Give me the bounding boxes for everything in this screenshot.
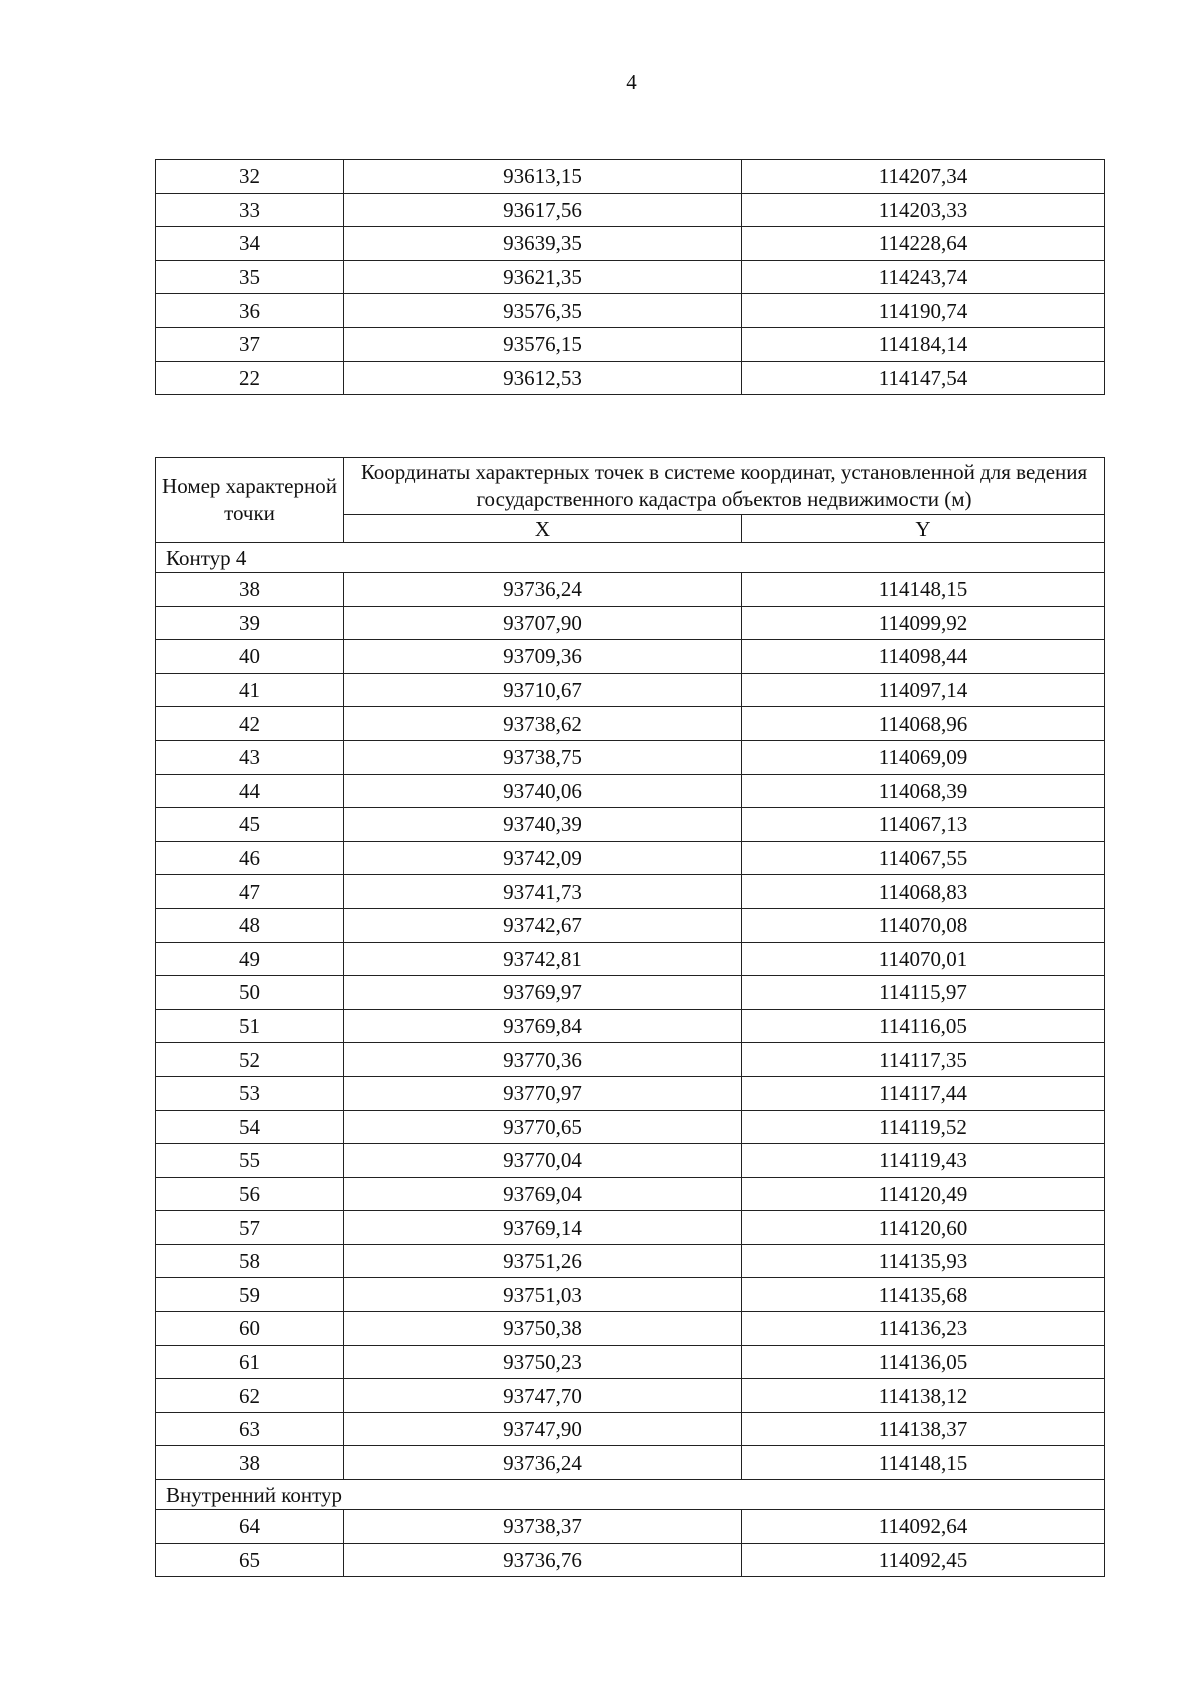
table-row xyxy=(156,193,1105,227)
x-coordinate-cell: 93769,14 xyxy=(344,1211,742,1245)
x-coordinate-cell: 93742,67 xyxy=(344,908,742,942)
y-coordinate-cell: 114135,93 xyxy=(742,1244,1105,1278)
y-coordinate-cell: 114243,74 xyxy=(742,260,1105,294)
x-coordinate-cell: 93770,04 xyxy=(344,1144,742,1178)
table-row xyxy=(156,673,1105,707)
point-number-cell: 52 xyxy=(156,1043,344,1077)
point-number-cell: 41 xyxy=(156,673,344,707)
x-coordinate-cell: 93738,62 xyxy=(344,707,742,741)
y-coordinate-cell: 114098,44 xyxy=(742,640,1105,674)
point-number-cell: 61 xyxy=(156,1345,344,1379)
point-number-cell: 56 xyxy=(156,1177,344,1211)
table-row xyxy=(156,942,1105,976)
x-coordinate-cell: 93738,75 xyxy=(344,740,742,774)
x-coordinate-cell: 93747,70 xyxy=(344,1379,742,1413)
x-coordinate-cell: 93576,15 xyxy=(344,327,742,361)
y-coordinate-cell: 114190,74 xyxy=(742,294,1105,328)
x-coordinate-cell: 93740,06 xyxy=(344,774,742,808)
x-coordinate-cell: 93738,37 xyxy=(344,1510,742,1544)
y-coordinate-cell: 114148,15 xyxy=(742,573,1105,607)
table-row xyxy=(156,160,1105,194)
y-coordinate-cell: 114092,64 xyxy=(742,1510,1105,1544)
y-column-header: Y xyxy=(742,515,1105,543)
x-coordinate-cell: 93769,84 xyxy=(344,1009,742,1043)
point-number-cell: 60 xyxy=(156,1312,344,1346)
y-coordinate-cell: 114117,35 xyxy=(742,1043,1105,1077)
table-row xyxy=(156,1076,1105,1110)
table-row xyxy=(156,1211,1105,1245)
table-row xyxy=(156,707,1105,741)
point-number-cell: 44 xyxy=(156,774,344,808)
point-number-cell: 55 xyxy=(156,1144,344,1178)
table-row xyxy=(156,740,1105,774)
y-coordinate-cell: 114135,68 xyxy=(742,1278,1105,1312)
y-coordinate-cell: 114203,33 xyxy=(742,193,1105,227)
table-row xyxy=(156,573,1105,607)
point-number-cell: 47 xyxy=(156,875,344,909)
point-number-cell: 43 xyxy=(156,740,344,774)
table-row xyxy=(156,908,1105,942)
x-coordinate-cell: 93770,36 xyxy=(344,1043,742,1077)
x-coordinate-cell: 93747,90 xyxy=(344,1412,742,1446)
point-number-cell: 64 xyxy=(156,1510,344,1544)
x-coordinate-cell: 93742,09 xyxy=(344,841,742,875)
y-coordinate-cell: 114136,05 xyxy=(742,1345,1105,1379)
x-coordinate-cell: 93750,38 xyxy=(344,1312,742,1346)
table-row xyxy=(156,875,1105,909)
x-coordinate-cell: 93751,03 xyxy=(344,1278,742,1312)
section-title: Внутренний контур xyxy=(156,1480,1105,1510)
y-coordinate-cell: 114136,23 xyxy=(742,1312,1105,1346)
table-row xyxy=(156,1412,1105,1446)
x-coordinate-cell: 93707,90 xyxy=(344,606,742,640)
x-coordinate-cell: 93736,24 xyxy=(344,573,742,607)
table-row xyxy=(156,640,1105,674)
table-row xyxy=(156,227,1105,261)
page-number: 4 xyxy=(626,70,637,94)
x-coordinate-cell: 93576,35 xyxy=(344,294,742,328)
y-coordinate-cell: 114070,08 xyxy=(742,908,1105,942)
table-row xyxy=(156,1510,1105,1544)
table-row xyxy=(156,1244,1105,1278)
x-coordinate-cell: 93613,15 xyxy=(344,160,742,194)
table-row xyxy=(156,361,1105,395)
point-number-cell: 63 xyxy=(156,1412,344,1446)
point-number-cell: 39 xyxy=(156,606,344,640)
point-number-cell: 38 xyxy=(156,1446,344,1480)
table-row xyxy=(156,606,1105,640)
y-coordinate-cell: 114120,49 xyxy=(742,1177,1105,1211)
table2-header xyxy=(156,458,1105,543)
point-number-cell: 51 xyxy=(156,1009,344,1043)
point-number-cell: 62 xyxy=(156,1379,344,1413)
point-number-cell: 49 xyxy=(156,942,344,976)
table-row xyxy=(156,1379,1105,1413)
y-coordinate-cell: 114069,09 xyxy=(742,740,1105,774)
point-number-cell: 40 xyxy=(156,640,344,674)
table-row xyxy=(156,1144,1105,1178)
x-coordinate-cell: 93741,73 xyxy=(344,875,742,909)
x-coordinate-cell: 93769,97 xyxy=(344,976,742,1010)
point-number-cell: 36 xyxy=(156,294,344,328)
table-row xyxy=(156,1177,1105,1211)
y-coordinate-cell: 114068,39 xyxy=(742,774,1105,808)
point-number-cell: 45 xyxy=(156,808,344,842)
point-number-cell: 57 xyxy=(156,1211,344,1245)
table-row xyxy=(156,1110,1105,1144)
y-coordinate-cell: 114097,14 xyxy=(742,673,1105,707)
point-number-header: Номер характерной точки xyxy=(156,458,344,543)
point-number-cell: 33 xyxy=(156,193,344,227)
table-row xyxy=(156,808,1105,842)
x-coordinate-cell: 93710,67 xyxy=(344,673,742,707)
x-column-header: X xyxy=(344,515,742,543)
table-row xyxy=(156,1278,1105,1312)
x-coordinate-cell: 93770,97 xyxy=(344,1076,742,1110)
table-row xyxy=(156,774,1105,808)
y-coordinate-cell: 114120,60 xyxy=(742,1211,1105,1245)
point-number-cell: 34 xyxy=(156,227,344,261)
y-coordinate-cell: 114115,97 xyxy=(742,976,1105,1010)
table-row xyxy=(156,327,1105,361)
y-coordinate-cell: 114117,44 xyxy=(742,1076,1105,1110)
table2-body xyxy=(156,543,1105,1577)
point-number-cell: 58 xyxy=(156,1244,344,1278)
y-coordinate-cell: 114067,13 xyxy=(742,808,1105,842)
y-coordinate-cell: 114116,05 xyxy=(742,1009,1105,1043)
y-coordinate-cell: 114138,12 xyxy=(742,1379,1105,1413)
point-number-cell: 46 xyxy=(156,841,344,875)
table-row xyxy=(156,1312,1105,1346)
x-coordinate-cell: 93750,23 xyxy=(344,1345,742,1379)
table-row xyxy=(156,1345,1105,1379)
y-coordinate-cell: 114068,96 xyxy=(742,707,1105,741)
y-coordinate-cell: 114067,55 xyxy=(742,841,1105,875)
table-row xyxy=(156,841,1105,875)
point-number-cell: 50 xyxy=(156,976,344,1010)
y-coordinate-cell: 114228,64 xyxy=(742,227,1105,261)
x-coordinate-cell: 93736,76 xyxy=(344,1543,742,1577)
coordinates-table-continued xyxy=(155,159,1105,395)
y-coordinate-cell: 114148,15 xyxy=(742,1446,1105,1480)
x-coordinate-cell: 93612,53 xyxy=(344,361,742,395)
point-number-cell: 54 xyxy=(156,1110,344,1144)
table-row xyxy=(156,1446,1105,1480)
coordinates-header: Координаты характерных точек в системе координат, установленной для ведения государственного кадастра объектов недвижимости (м) xyxy=(344,458,1105,515)
y-coordinate-cell: 114119,52 xyxy=(742,1110,1105,1144)
coordinates-table-contour-4 xyxy=(155,457,1105,1577)
x-coordinate-cell: 93740,39 xyxy=(344,808,742,842)
table-row xyxy=(156,260,1105,294)
table-row xyxy=(156,1043,1105,1077)
point-number-cell: 32 xyxy=(156,160,344,194)
point-number-cell: 35 xyxy=(156,260,344,294)
y-coordinate-cell: 114092,45 xyxy=(742,1543,1105,1577)
x-coordinate-cell: 93639,35 xyxy=(344,227,742,261)
point-number-cell: 22 xyxy=(156,361,344,395)
x-coordinate-cell: 93769,04 xyxy=(344,1177,742,1211)
x-coordinate-cell: 93617,56 xyxy=(344,193,742,227)
x-coordinate-cell: 93742,81 xyxy=(344,942,742,976)
section-row-inner-contour xyxy=(156,1480,1105,1510)
section-title: Контур 4 xyxy=(156,543,1105,573)
y-coordinate-cell: 114119,43 xyxy=(742,1144,1105,1178)
section-row-contour-4 xyxy=(156,543,1105,573)
y-coordinate-cell: 114099,92 xyxy=(742,606,1105,640)
table-row xyxy=(156,1543,1105,1577)
x-coordinate-cell: 93709,36 xyxy=(344,640,742,674)
point-number-cell: 38 xyxy=(156,573,344,607)
y-coordinate-cell: 114138,37 xyxy=(742,1412,1105,1446)
y-coordinate-cell: 114070,01 xyxy=(742,942,1105,976)
table-row xyxy=(156,294,1105,328)
point-number-cell: 53 xyxy=(156,1076,344,1110)
point-number-cell: 59 xyxy=(156,1278,344,1312)
x-coordinate-cell: 93736,24 xyxy=(344,1446,742,1480)
x-coordinate-cell: 93621,35 xyxy=(344,260,742,294)
table-row xyxy=(156,976,1105,1010)
table1-body xyxy=(156,160,1105,395)
x-coordinate-cell: 93770,65 xyxy=(344,1110,742,1144)
y-coordinate-cell: 114184,14 xyxy=(742,327,1105,361)
x-coordinate-cell: 93751,26 xyxy=(344,1244,742,1278)
point-number-cell: 65 xyxy=(156,1543,344,1577)
point-number-cell: 42 xyxy=(156,707,344,741)
y-coordinate-cell: 114207,34 xyxy=(742,160,1105,194)
y-coordinate-cell: 114147,54 xyxy=(742,361,1105,395)
y-coordinate-cell: 114068,83 xyxy=(742,875,1105,909)
point-number-cell: 48 xyxy=(156,908,344,942)
point-number-cell: 37 xyxy=(156,327,344,361)
table-row xyxy=(156,1009,1105,1043)
